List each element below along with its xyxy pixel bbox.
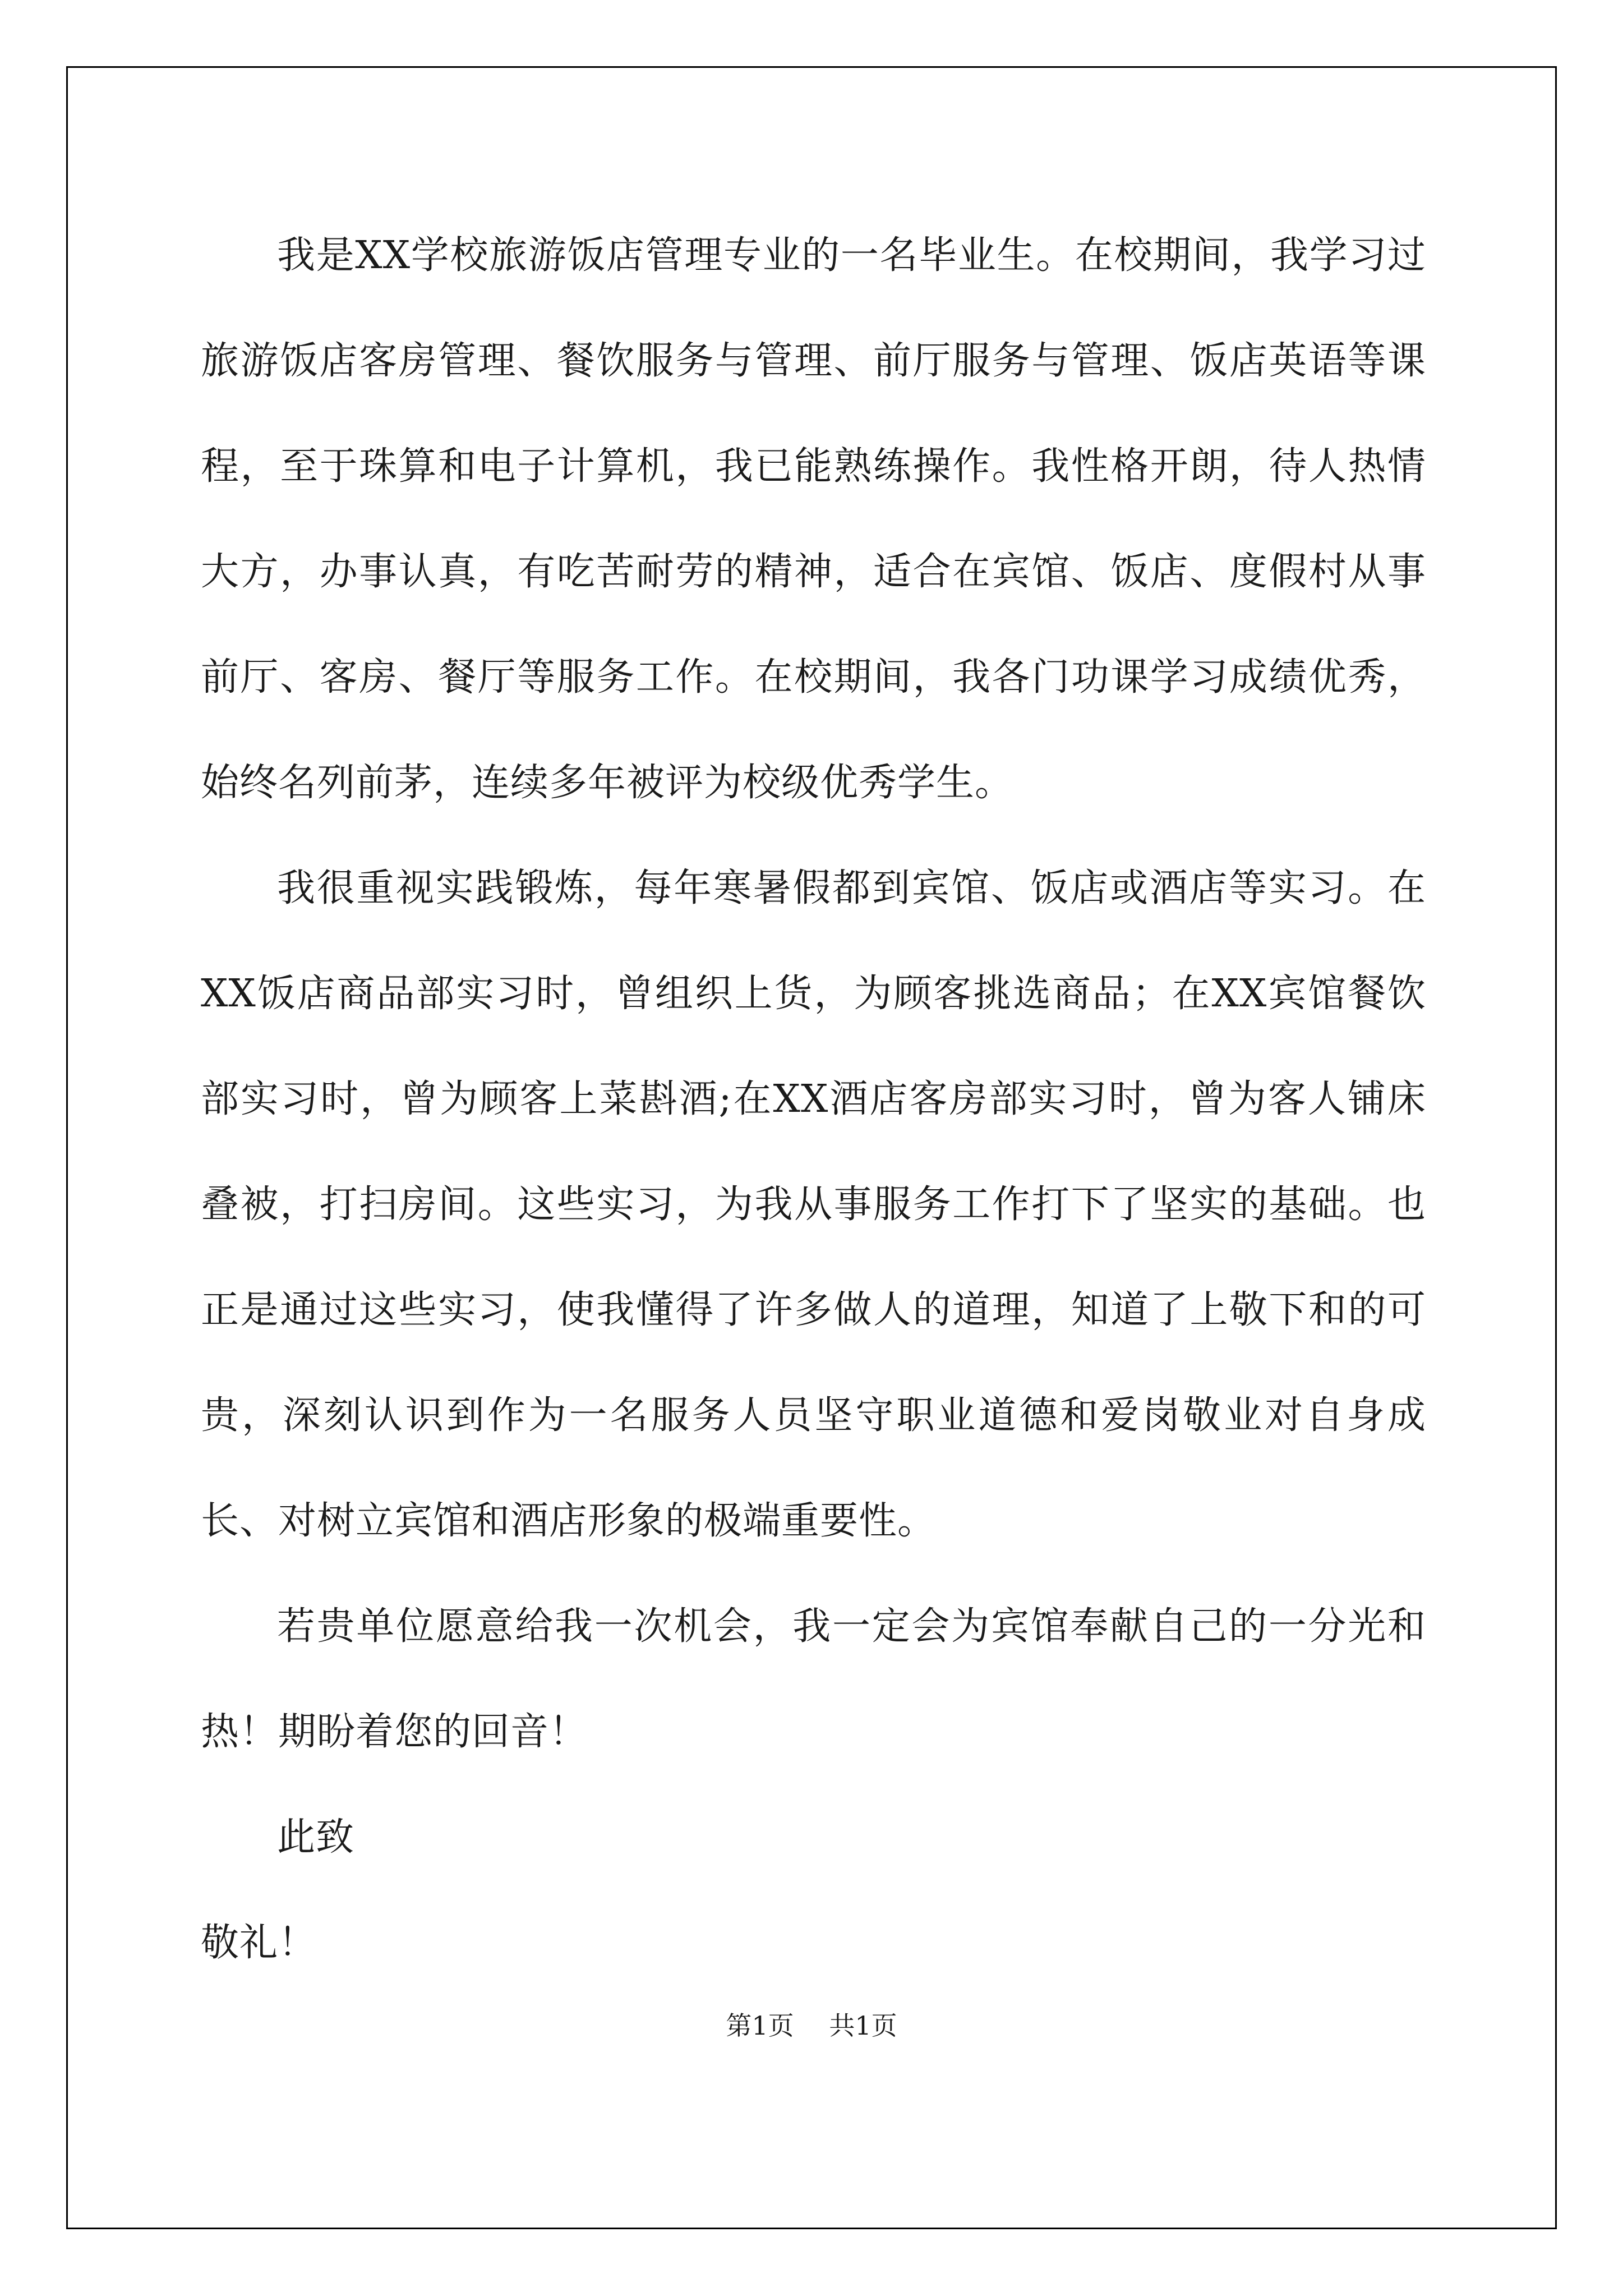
page-number-total: 共1页: [829, 2010, 897, 2041]
paragraph-request: 若贵单位愿意给我一次机会，我一定会为宾馆奉献自己的一分光和热！期盼着您的回音！: [201, 1604, 1426, 1754]
salutation-text: 敬礼！: [201, 1921, 317, 1965]
paragraph-internships: 我很重视实践锻炼，每年寒暑假都到宾馆、饭店或酒店等实习。在XX饭店商品部实习时，曾组织上货，为顾客挑选商品；在XX宾馆餐饮部实习时，曾为顾客上菜斟酒;在XX酒店客房部实习时，曾为客人铺床叠被，打扫房间。这些实习，为我从事服务工作打下了坚实的基础。也正是通过这些实习，使我懂得了许多做人的道理，知道了上敬下和的可贵，深刻认识到作为一名服务人员坚守职业道德和爱岗敬业对自身成长、对树立宾馆和酒店形象的极端重要性。: [201, 866, 1426, 1543]
page-footer: [0, 2005, 1623, 2042]
paragraph-education: 我是XX学校旅游饭店管理专业的一名毕业生。在校期间，我学习过旅游饭店客房管理、餐饮服务与管理、前厅服务与管理、饭店英语等课程，至于珠算和电子计算机，我已能熟练操作。我性格开朗，待人热情大方，办事认真，有吃苦耐劳的精神，适合在宾馆、饭店、度假村从事前厅、客房、餐厅等服务工作。在校期间，我各门功课学习成绩优秀，始终名列前茅，连续多年被评为校级优秀学生。: [201, 233, 1426, 805]
closing-text: 此致: [277, 1815, 355, 1860]
page-number-current: 第1页: [726, 2010, 794, 2041]
letter-body: [201, 203, 1426, 1996]
